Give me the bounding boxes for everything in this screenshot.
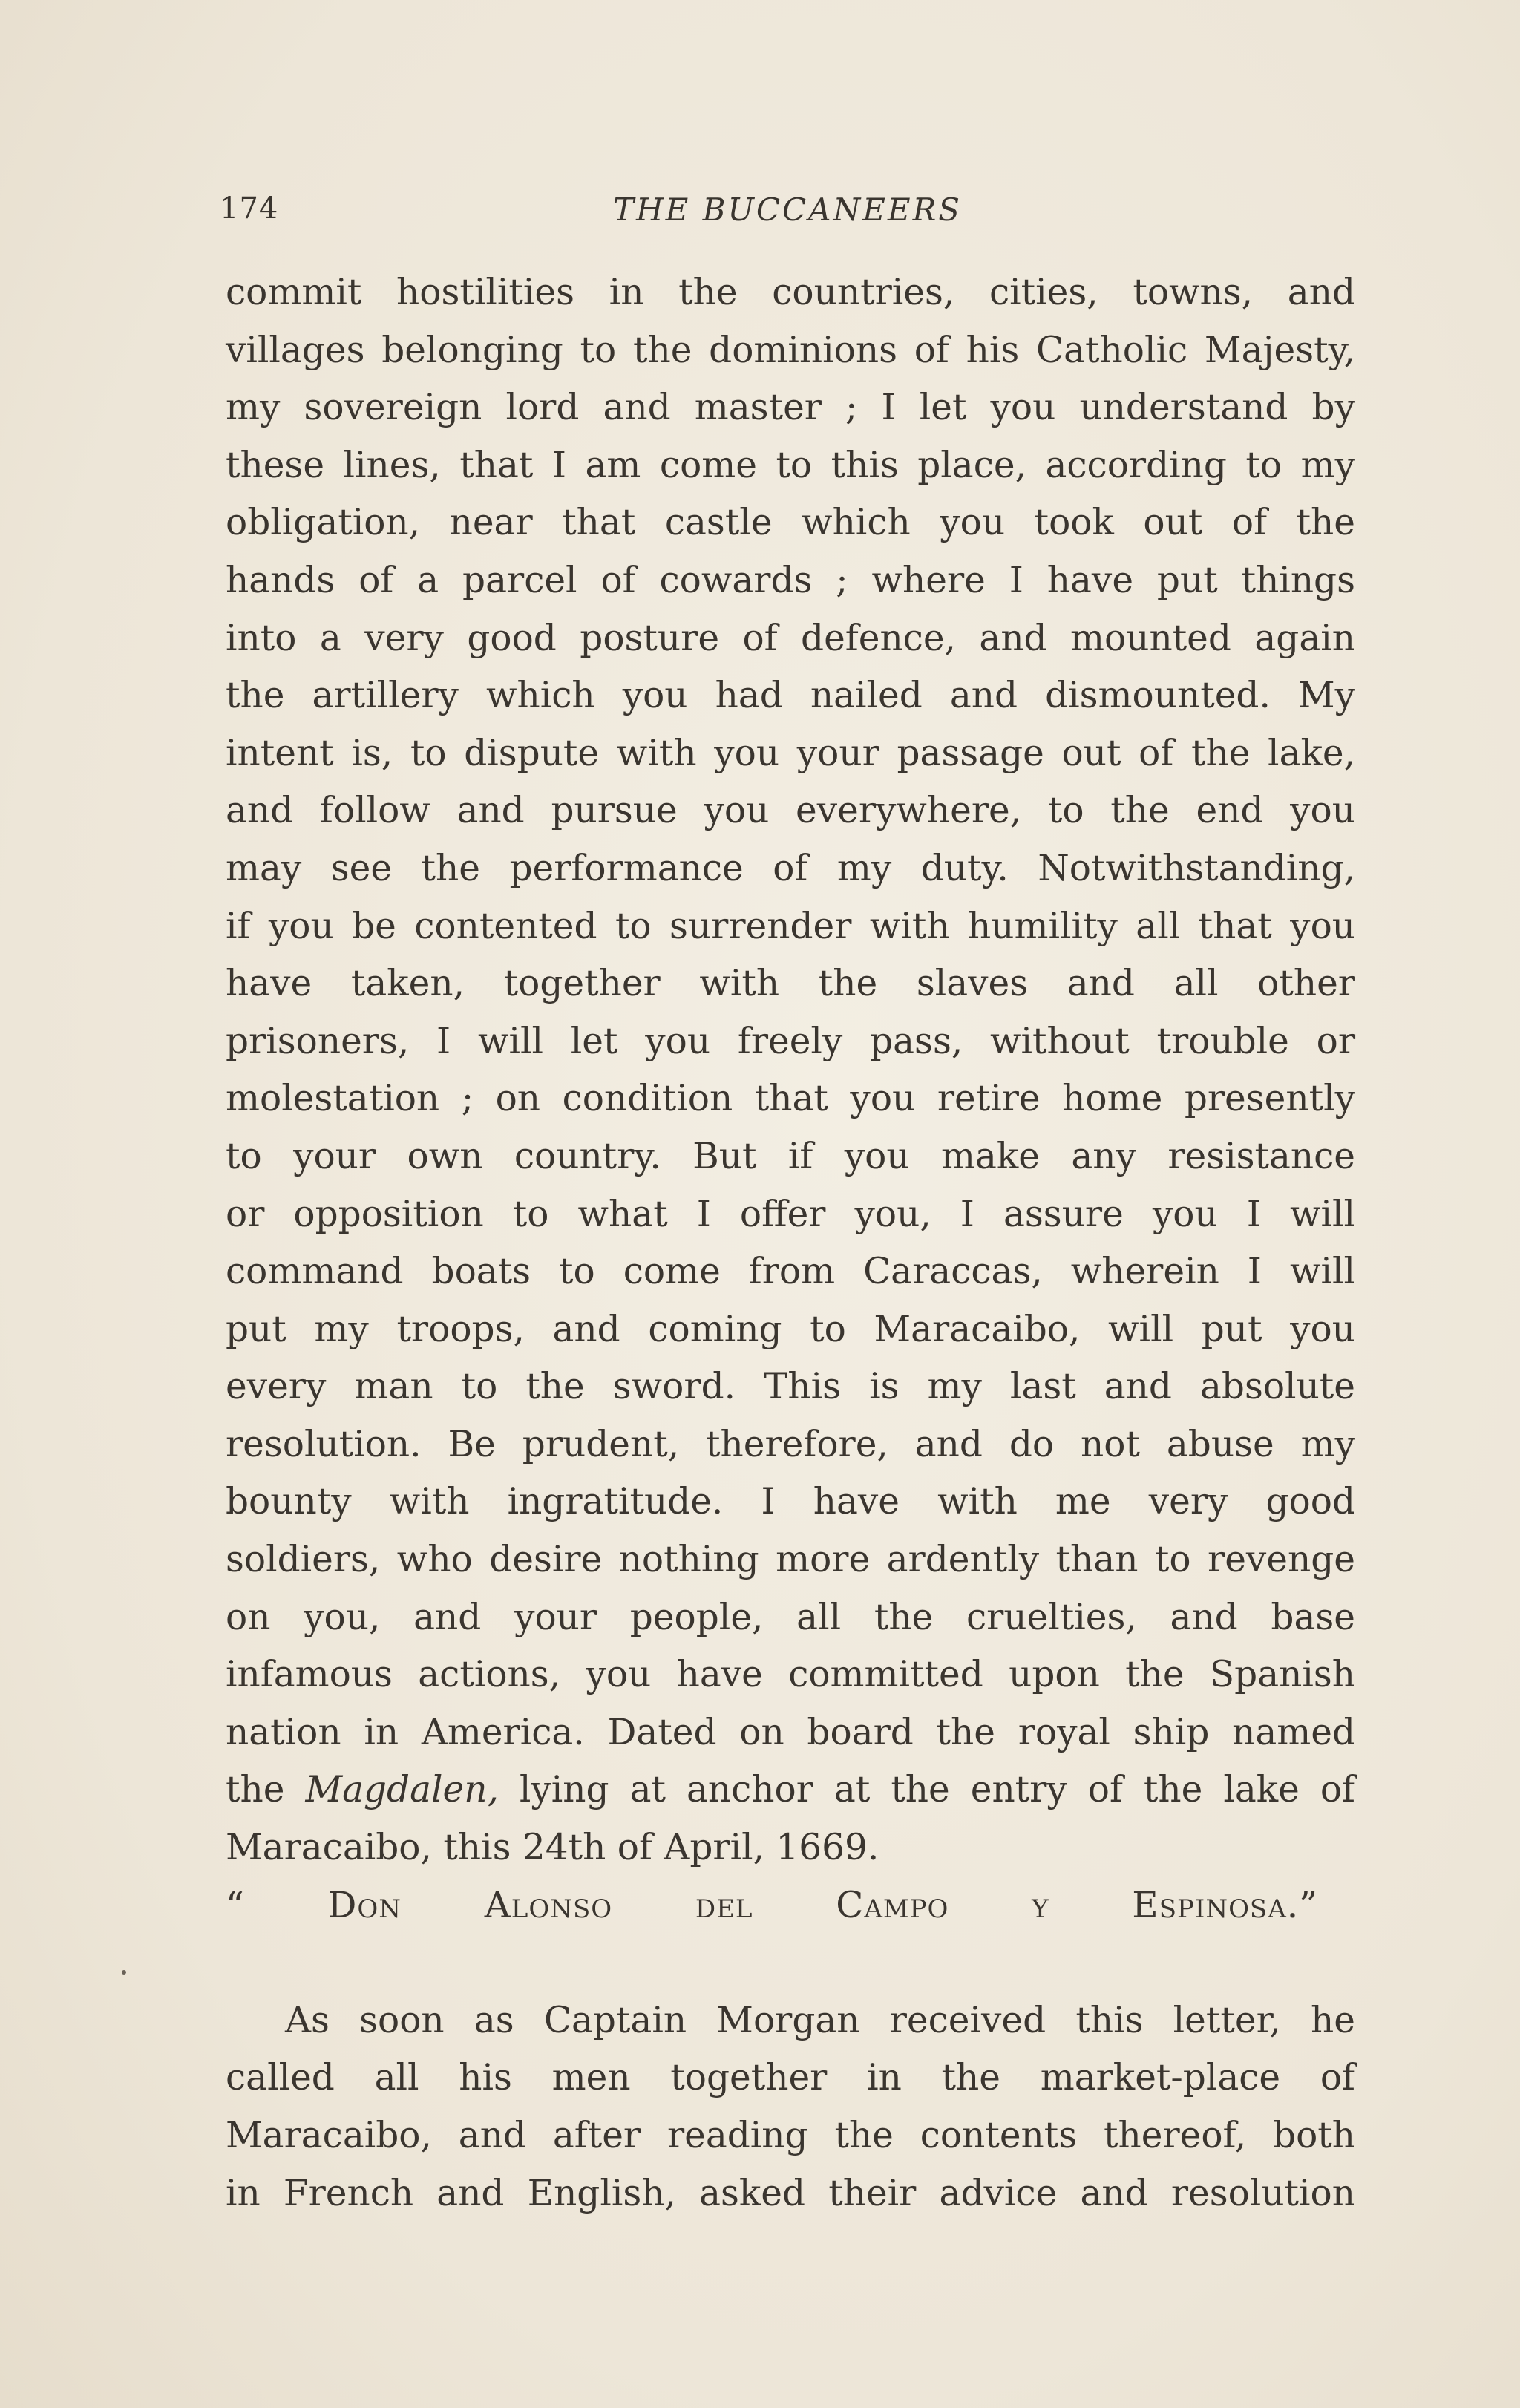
page-number: 174	[220, 192, 279, 226]
text-line: hands of a parcel of cowards ; where I have put things	[226, 559, 1355, 601]
text-line: on you, and your people, all the cruelties, and base	[226, 1596, 1355, 1638]
text-line: these lines, that I am come to this place, according to my	[226, 444, 1355, 486]
text-line: put my troops, and coming to Maracaibo, will put you	[226, 1308, 1355, 1350]
text-line: As soon as Captain Morgan received this letter, he	[285, 1999, 1355, 2041]
text-line: commit hostilities in the countries, cities, towns, and	[226, 272, 1355, 313]
text-line: resolution. Be prudent, therefore, and do not abuse my	[226, 1423, 1355, 1465]
text-line: called all his men together in the market-place of	[226, 2057, 1355, 2099]
text-line: in French and English, asked their advice and resolution	[226, 2172, 1355, 2214]
ship-line-suffix: lying at anchor at the entry of the lake of	[498, 1769, 1355, 1811]
text-line: bounty with ingratitude. I have with me very good	[226, 1481, 1355, 1523]
body-text	[226, 264, 1355, 2222]
ship-line-prefix: the	[226, 1769, 306, 1811]
running-title: THE BUCCANEERS	[613, 192, 962, 228]
text-line-ship	[226, 1761, 1355, 1819]
letter-signature: “ Don Alonso del Campo y Espinosa.”	[226, 1884, 1318, 1926]
text-line: have taken, together with the slaves and all other	[226, 963, 1355, 1005]
text-line: obligation, near that castle which you took out of the	[226, 502, 1355, 544]
text-line: and follow and pursue you everywhere, to the end you	[226, 790, 1355, 832]
text-line: soldiers, who desire nothing more ardently than to revenge	[226, 1539, 1355, 1581]
text-line: Maracaibo, and after reading the contents thereof, both	[226, 2115, 1355, 2156]
dot-mark	[122, 1970, 126, 1975]
text-line: infamous actions, you have committed upon the Spanish	[226, 1654, 1355, 1696]
ship-name: Magdalen,	[305, 1769, 499, 1811]
text-line: command boats to come from Caraccas, wherein I will	[226, 1251, 1355, 1293]
text-line: or opposition to what I offer you, I assure you I will	[226, 1193, 1355, 1235]
text-line: every man to the sword. This is my last and absolute	[226, 1366, 1355, 1408]
text-line: if you be contented to surrender with humility all that you	[226, 905, 1355, 947]
text-line: molestation ; on condition that you retire home presently	[226, 1078, 1355, 1120]
text-line: may see the performance of my duty. Notwithstanding,	[226, 847, 1355, 889]
closing-line: Maracaibo, this 24th of April, 1669.	[226, 1827, 879, 1869]
text-line: nation in America. Dated on board the royal ship named	[226, 1711, 1355, 1753]
text-line: to your own country. But if you make any resistance	[226, 1135, 1355, 1177]
page-header	[220, 192, 1355, 236]
text-line: intent is, to dispute with you your passage out of the lake,	[226, 732, 1355, 774]
text-line: prisoners, I will let you freely pass, without trouble or	[226, 1020, 1355, 1062]
letter-text	[226, 264, 1355, 1992]
text-line: villages belonging to the dominions of his Catholic Majesty,	[226, 329, 1355, 371]
text-line: my sovereign lord and master ; I let you understand by	[226, 387, 1355, 429]
text-line: the artillery which you had nailed and dismounted. My	[226, 675, 1355, 717]
text-line: into a very good posture of defence, and mounted again	[226, 617, 1355, 659]
paragraph	[226, 1992, 1355, 2050]
section-mark	[226, 1934, 1355, 1992]
